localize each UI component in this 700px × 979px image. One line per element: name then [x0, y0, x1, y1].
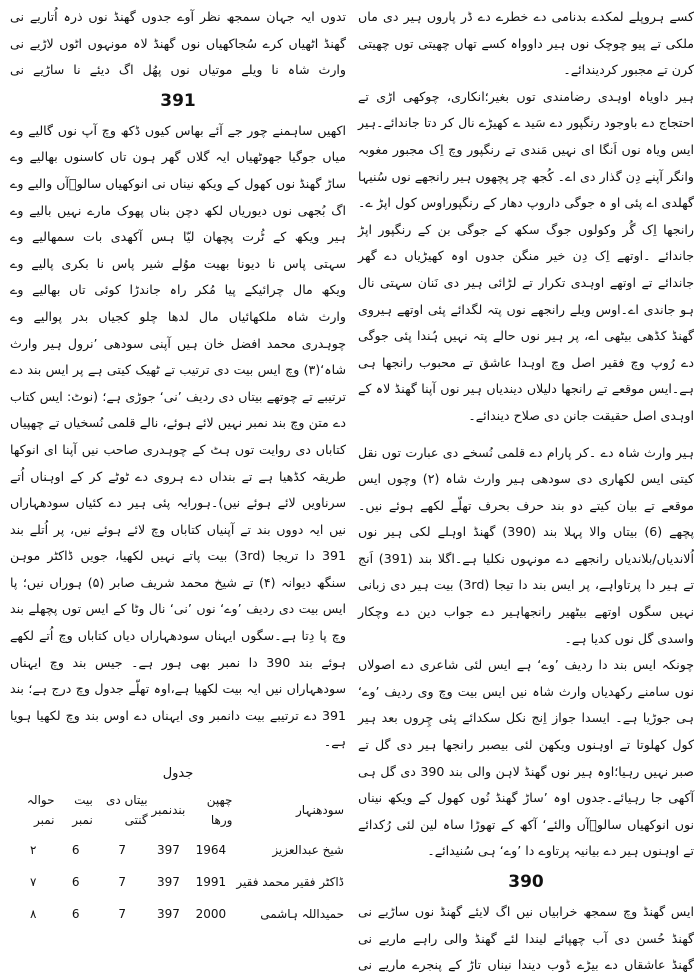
spacer — [358, 430, 694, 440]
column-header: بیتاں دی گنتی — [105, 793, 148, 828]
verse-line: تدوں ایہ جہان سمجھ نظر آوے جدوں گھنڈ نوں ذرہ اُتاریے نی — [10, 9, 346, 24]
table-cell: 2000 — [195, 907, 227, 922]
table-caption: جدول — [162, 766, 194, 782]
table-cell: ڈاکٹر فقیر محمد فقیر — [236, 875, 344, 890]
table-header-row — [10, 786, 346, 834]
verse-line: گھنڈ اٹھیاں کرے سُجاکھیاں نوں گھنڈ لاہ مونہوں اٹوں لاڑیے نی — [10, 35, 346, 51]
table-cell: 7 — [118, 843, 126, 858]
column-header: بندنمبر — [151, 803, 186, 818]
table-cell: شیخ عبدالعزیز — [272, 843, 344, 858]
table-cell: 7 — [118, 907, 126, 922]
table-cell: 1991 — [195, 875, 227, 890]
verse-line: ساڑ گھنڈ نوں کھول کے ویکھ نیناں نی انوکھیاں سالوؔآں والیے وے — [10, 175, 346, 191]
table-cell: 6 — [71, 875, 80, 890]
verse-line: میاں جوگیا جھوٹھیاں ایہ گلاں گھر ہون تاں کاسنوں بھالیے وے — [10, 149, 346, 165]
table-cell: 6 — [71, 907, 80, 922]
table-cell: 1964 — [195, 843, 227, 858]
verse-line: ہیر ویکھ کے ٹُرت پچھان لیّا ہس آکھدی بات سمھالیے وے — [10, 229, 346, 245]
verse-line: سہتی پاس نا دیونا بھیت موُلے شیر پاس نا بکری پالیے وے — [10, 255, 346, 271]
stanza-number-390: 390 — [508, 872, 544, 892]
verse-line: ویکھ مال چرائیکے پیا مُکر راہ جاندڑا کوئی تاں بھالیے وے — [10, 282, 346, 298]
left-column — [10, 4, 346, 930]
table-cell: 397 — [156, 843, 180, 858]
table-row — [10, 898, 346, 930]
verse-line: اکھیں ساہمنے چور جے آئے بھاس کیوں ڈکھ وچ آپ نوں گالیے وے — [10, 122, 346, 138]
table-cell: ۷ — [30, 875, 37, 890]
column-header: بیت نمبر — [72, 793, 93, 828]
stanza-number-391: 391 — [160, 90, 196, 111]
verse-line: گھنڈ حُسن دی آب چھپائے لیندا لئے گھنڈ والی راہے ماریے نی — [358, 930, 694, 946]
verse-line: ایس گھنڈ وچ سمجھ خرابیاں نیں اگ لایئے گھنڈ نوں ساڑیے نی — [358, 904, 694, 919]
paragraph: چونکہ ایس بند دا ردیف ’وے‘ ہے ایس لئی شاعری دے اصولاں نوں سامنے رکھدیاں وارث شاہ نیں ایس بیت وچ وی ردیف ’وے‘ ہی جوڑیا ہے۔ ایسدا جواز اِنج نکل سکدائے پئی چِروں بعد ہیر کول کھلوتا تے اوہنوں ویکھن لئی بیصبر رانجھا ہیر دی گل تے صبر نہیں رہیا؛اوہ ہیر نوں گھنڈ لاہن والی بند 390 دی گل ہی آکھی جا رہیائے۔جدوں اوہ ’ساڑ گھنڈ نُوں کھول کے ویکھ نیناں نوں انوکھیاں سالوؔآں والئے‘ آکھ کے تھوڑا ساہ لین لئی رُکدائے تے اوہنوں ہیر دے بیانیہ پرتاوے دا ’وے‘ ہی سُنیدائے۔ — [358, 657, 694, 859]
verse-line: گھنڈ عاشقاں دے بیڑے ڈوب دیندا نیناں تاڑ کے پنجرے ماریے نی — [358, 957, 694, 973]
verse-line: وارث شاہ نا ویلے موتیاں نوں پھُل اگ دیئے نا ساڑیے نی — [10, 62, 346, 78]
reference-table — [10, 786, 346, 930]
paragraph: چوہدری محمد افضل خان ہیں آپنی سودھی ’نرول ہیر وارث شاہ‘(۳) وچ ایس بیت دی ترتیب تے ٹھیک کیتی ہے پر ایس بند دے ترتیبے تے چوتھے بیتاں دی ردیف ’نی‘ جوڑی ہے؛ (نوٹ: ایس کتاب دے متن وچ بند نمبر نہیں لائے ہوئے، نالے قلمی نُسخیاں تے چھپیاں کتاباں دی روایت توں ہٹ کے چوہدری صاحب نیں آپنا ای انوکھا طریقہ کڈھیا ہے تے بنداں دے ہروی دے ٹوٹے کر کے اوہناں اُتے سرناویں لائے ہوئے نیں)۔ہورایہ پئی ہیر دے کئیاں سودھہاراں نیں ایہ دووں بند تے آپنیاں کتاباں وچ لائے ہوئے نیں، پر اُتلے بند 391 دا تریجا (3rd) بیت پاتے نہیں لکھیا، جویں ڈاکٹر موہن سنگھ دیوانہ (۴) تے شیخ محمد شریف صابر (۵) ہوراں نیں؛ پا ایس بیت دی ردیف ’وے‘ نوں ’نی‘ نال وٹا کے ایس توں پچھلے بند وچ پا دِتا ہے۔سگوں ایہناں سودھہاراں دیاں کتاباں وچ اُتے لکھے ہوئے بند 390 دا نمبر بھی ہور ہے۔ جیس بند وچ ایہناں سودھہاراں نیں ایہ بیت لکھیا ہے،اوہ تھلّے جدول وچ درج ہے؛ بند 391 دے ترتیبے بیت دانمبر وی ایہناں دے اوس بند وچ لکھیا ہویا ہے۔ — [10, 335, 347, 750]
verse-line: اگ بُجھی نوں دیوریاں لکھ دچن بناں پھوک مارے نہیں بالیے وے — [10, 202, 346, 218]
paragraph: کسے ہروپلے لمکدے بدنامی دے خطرے دے ڈر پاروں ہیر دی ماں ملکی تے پیو چوچک نوں ہیر داوواہ کسے تھاں چھیتی توں چھیتی کرن تے مجبور کردیندائے۔ — [358, 9, 694, 78]
column-header: سودھنہار — [295, 803, 344, 818]
table-cell: 7 — [118, 875, 126, 890]
verse-line: وارث شاہ ملکھائیاں مال لدھا چلو کجیاں بدر پوالیے وے — [10, 308, 346, 324]
paragraph: ہیر داویاہ اوہدی رضامندی توں بغیر؛انکاری، چوکھی اڑی تے احتجاج دے باوجود رنگپور دے سَید ے کھیڑے نال کر دتا جاندائے۔ہیر ایس ویاہ نوں اَنگا ای نہیں مَندی تے رنگپور وچ اِک مجبور مغوبہ وانگر آپنے دِن گذار دی اے۔ کُجھ چر پچھوں ہیر رانجھے نوں سُنیہا گھلدی اے پئی او ہ جوگی داروپ دھار کے رنگپوراوس کول اپڑ ے۔ رانجھا اِک گُر وکولوں جوگ سکھ کے جوگی بن کے رنگپور اپڑ جاندائے ۔اوتھے اِک دِن خیر منگن جدوں اوہ کھیڑیاں دے گھر جاندائے تے اوتھے اوہدی تکرار تے لڑائی ہیر دی نَنان سہتی نال ہو جاندی اے۔اوس ویلے رانجھے نوں پتہ لگدائے پئی اوتھے ہیروی گھنڈ کڈھی بیٹھی اے، پر ہیر نوں حالے پتہ نہیں ہُندا پئی جوگی دے رُوپ وچ فقیر اصل وچ اوہدا عاشق تے محبوب رانجھا ہی ہے۔ایس موقعے تے رانجھا دلیلاں دیندیاں ہیر نوں آپنا گھنڈ لاہ کے اوہدی اصل حقیقت جانن دی صلاح دیندائے۔ — [358, 88, 694, 423]
right-column — [358, 4, 694, 979]
column-header: چھپن ورھا — [206, 793, 233, 828]
table-row — [10, 834, 346, 866]
table-cell: ۲ — [30, 843, 37, 858]
paragraph: ہیر وارث شاہ دے ۔کر پارام دے قلمی نُسخے دی عبارت توں نقل کیتی ایس لکھاری دی سودھی ہیر وارث شاہ (۲) وچوں ایس موقعے تے بیان کیتے دو بند حرف بحرف تھلّے لکھے ہوئے نیں۔ پچھے (6) بیتاں والا پہلا بند (390) گھنڈ اوہلے لکی ہیر نوں اُلاندیاں/بلاندیاں رانجھے دے مونہوں نکلیا ہے۔اگلا بند (391) اَنج تے ہیر دا پرتاواہے، پر ایس بند دا تیجا (3rd) بیت ہیر دی زبانی نہیں سگوں اوتھے بیٹھیر رانجھاہیر دے جواب دین دے وچکار واسدی گل نوں کدیا ہے۔ — [358, 444, 694, 646]
table-cell: حمیداللہ ہاشمی — [260, 907, 344, 922]
table-row — [10, 866, 346, 898]
column-header: حوالہ نمبر — [26, 793, 55, 828]
table-cell: ۸ — [30, 907, 37, 922]
table-cell: 6 — [71, 843, 80, 858]
table-cell: 397 — [156, 907, 180, 922]
table-cell: 397 — [156, 875, 180, 890]
